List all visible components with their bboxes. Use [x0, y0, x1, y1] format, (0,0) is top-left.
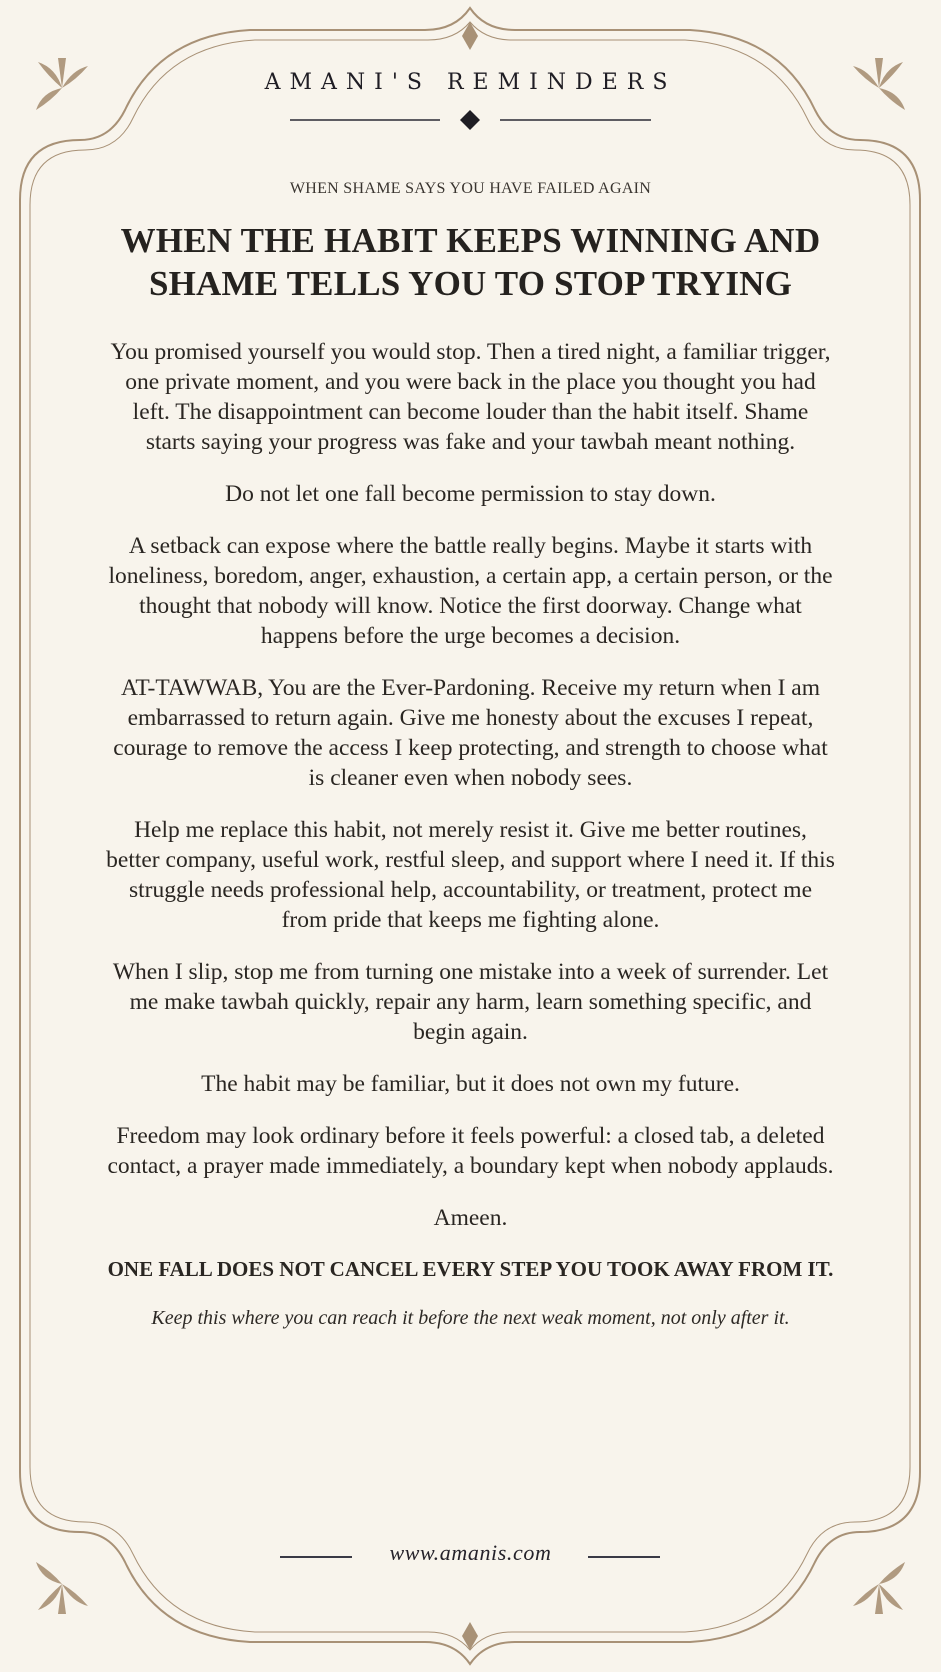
footer-url[interactable]: www.amanis.com — [389, 1540, 552, 1565]
brand-title: AMANI'S REMINDERS — [264, 70, 677, 95]
kicker: WHEN SHAME SAYS YOU HAVE FAILED AGAIN — [289, 180, 652, 197]
paragraph: Help me replace this habit, not merely resist it. Give me better routines, better company, useful work, restful sleep, and support where I need it. If this struggle needs professional help, accountability, or treatment, protect me from pride that keeps me fighting alone. — [106, 817, 835, 933]
paragraph: Ameen. — [433, 1205, 508, 1231]
closing-note: Keep this where you can reach it before the next weak moment, not only after it. — [151, 1307, 790, 1329]
paragraph: When I slip, stop me from turning one mistake into a week of surrender. Let me make tawbah quickly, repair any harm, learn something specific, and begin again. — [112, 959, 829, 1045]
footer — [0, 1540, 941, 1570]
footer-line-right — [588, 1556, 660, 1558]
paragraph: Do not let one fall become permission to stay down. — [225, 481, 716, 507]
paragraph: AT-TAWWAB, You are the Ever-Pardoning. Receive my return when I am embarrassed to return again. Give me honesty about the excuses I repeat, courage to remove the access I keep protecting, and strength to choose what is cleaner even when nobody sees. — [113, 675, 828, 791]
paragraph: Freedom may look ordinary before it feels powerful: a closed tab, a deleted contact, a prayer made immediately, a boundary kept when nobody applauds. — [107, 1123, 834, 1179]
closing-statement: ONE FALL DOES NOT CANCEL EVERY STEP YOU TOOK AWAY FROM IT. — [107, 1257, 834, 1281]
brand-divider — [290, 108, 651, 132]
body-text — [105, 337, 836, 1353]
page-title: WHEN THE HABIT KEEPS WINNING AND SHAME TELLS YOU TO STOP TRYING — [120, 221, 821, 303]
paragraph: A setback can expose where the battle really begins. Maybe it starts with loneliness, boredom, anger, exhaustion, a certain app, a certain person, or the thought that nobody will know. Notice the first doorway. Change what happens before the urge becomes a decision. — [108, 533, 833, 649]
paragraph: You promised yourself you would stop. Then a tired night, a familiar trigger, one private moment, and you were back in the place you thought you had left. The disappointment can become louder than the habit itself. Shame starts saying your progress was fake and your tawbah meant nothing. — [110, 339, 831, 455]
paragraph: The habit may be familiar, but it does not own my future. — [201, 1071, 740, 1097]
